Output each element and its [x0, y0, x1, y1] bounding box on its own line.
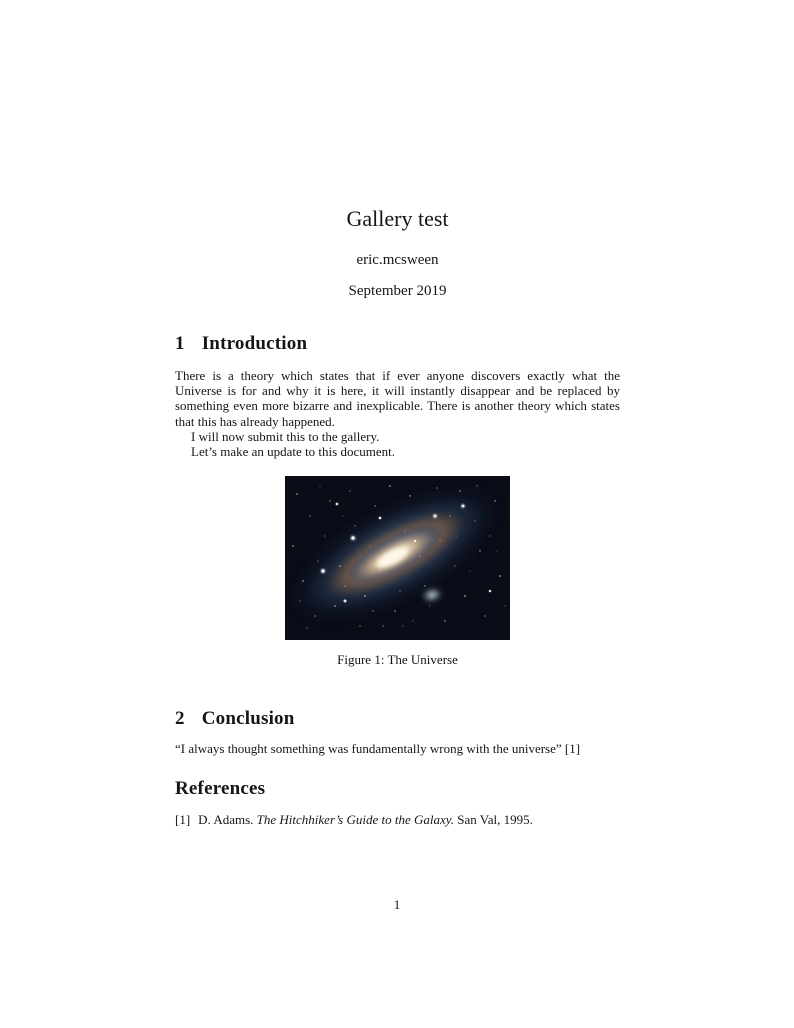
reference-title: The Hitchhiker’s Guide to the Galaxy.	[256, 812, 455, 827]
introduction-body	[175, 368, 620, 459]
figure-caption: Figure 1: The Universe	[337, 652, 458, 667]
galaxy-figure-image	[285, 476, 510, 640]
section-title: Introduction	[201, 333, 308, 354]
section-heading-conclusion	[175, 708, 620, 730]
paragraph: Let’s make an update to this document.	[191, 444, 395, 460]
conclusion-body	[175, 741, 620, 756]
section-number: 2	[175, 708, 185, 729]
quote-paragraph: “I always thought something was fundamentally wrong with the universe” [1]	[175, 741, 581, 756]
reference-label: [1]	[175, 812, 191, 827]
section-number: 1	[175, 333, 185, 354]
section-heading-introduction	[175, 333, 620, 355]
reference-publisher: San Val, 1995.	[457, 812, 533, 827]
document-date: September 2019	[348, 283, 447, 299]
document-author: eric.mcsween	[356, 252, 439, 268]
section-title: Conclusion	[201, 708, 295, 729]
paragraph: There is a theory which states that if ever anyone discovers exactly what the Universe is for and why it is here, it will instantly disappear and be replaced by something even more bizarre and inexplicable. There is another theory which states that this has already happened.	[175, 368, 620, 429]
references-heading: References	[175, 778, 266, 799]
paragraph: I will now submit this to the gallery.	[191, 428, 380, 444]
reference-entry	[175, 812, 620, 827]
document-title: Gallery test	[346, 206, 449, 231]
page-number: 1	[393, 897, 401, 912]
reference-authors: D. Adams.	[198, 812, 254, 827]
reference-text	[198, 812, 533, 827]
